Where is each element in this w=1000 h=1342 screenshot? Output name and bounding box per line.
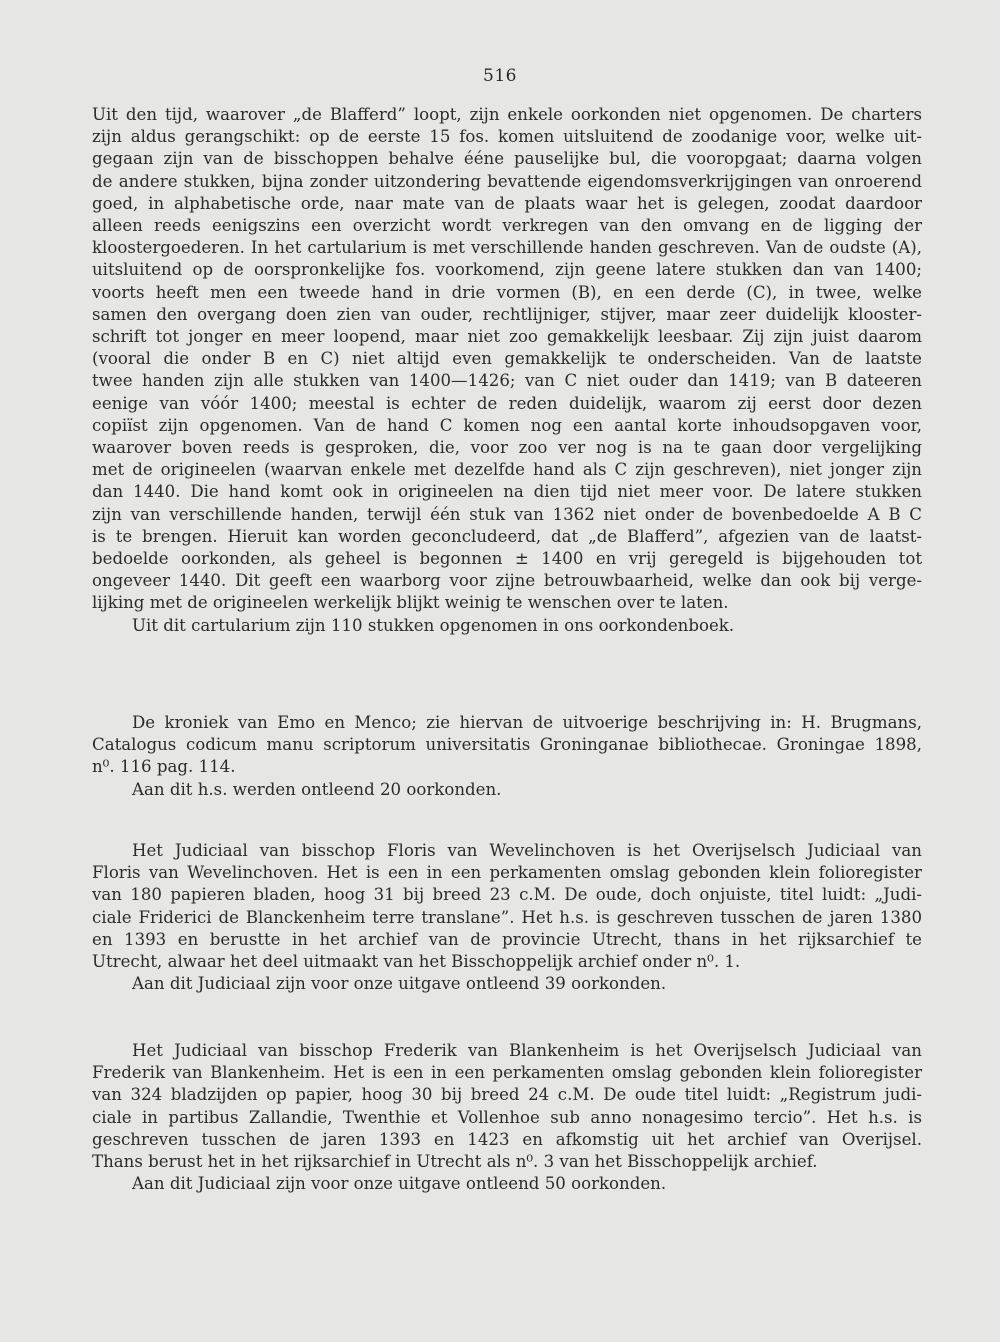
text-line: bedoelde oorkonden, als geheel is begonnen ± 1400 en vrij geregeld is bijgehouden tot <box>92 549 922 569</box>
text-line: uitsluitend op de oorspronkelijke fos. voorkomend, zijn geene latere stukken dan van 1400; <box>92 260 922 280</box>
paragraph-judiciaal-floris <box>92 840 922 995</box>
text-line: zijn van verschillende handen, terwijl één stuk van 1362 niet onder de bovenbedoelde A B C <box>92 504 922 524</box>
text-line: lijking met de origineelen werkelijk blijkt weinig te wenschen over te laten. <box>92 593 729 613</box>
paragraph-kroniek <box>92 712 922 801</box>
text-line: geschreven tusschen de jaren 1393 en 1423 en afkomstig uit het archief van Overijsel. <box>92 1129 922 1149</box>
text-line: samen den overgang doen zien van ouder, rechtlijniger, stijver, maar zeer duidelijk klooster- <box>92 304 922 324</box>
text-line: goed, in alphabetische orde, naar mate van de plaats waar het is gelegen, zoodat daardoor <box>92 193 922 213</box>
paragraph-judiciaal-frederik <box>92 1040 922 1195</box>
text-line: eenige van vóór 1400; meestal is echter de reden duidelijk, waarom zij eerst door dezen <box>92 393 922 413</box>
text-line: en 1393 en berustte in het archief van de provincie Utrecht, thans in het rijksarchief te <box>92 929 922 949</box>
text-line: n⁰. 116 pag. 114. <box>92 757 236 777</box>
text-line: is te brengen. Hieruit kan worden geconcludeerd, dat „de Blafferd”, afgezien van de laatst- <box>92 526 922 546</box>
text-line: Utrecht, alwaar het deel uitmaakt van het Bisschoppelijk archief onder n⁰. 1. <box>92 952 741 972</box>
text-line: kloostergoederen. In het cartularium is met verschillende handen geschreven. Van de oudste (A), <box>92 238 922 258</box>
text-line: Aan dit Judiciaal zijn voor onze uitgave ontleend 50 oorkonden. <box>132 1174 667 1194</box>
text-line: ciale in partibus Zallandie, Twenthie et Vollenhoe sub anno nonagesimo tercio”. Het h.s. is <box>92 1107 922 1127</box>
text-line: schrift tot jonger en meer loopend, maar niet zoo gemakkelijk leesbaar. Zij zijn juist daarom <box>92 327 922 347</box>
text-line: copiïst zijn opgenomen. Van de hand C komen nog een aantal korte inhoudsopgaven voor, <box>92 415 922 435</box>
text-line: ciale Friderici de Blanckenheim terre translane”. Het h.s. is geschreven tusschen de jaren 1380 <box>92 907 922 927</box>
text-line: ongeveer 1440. Dit geeft een waarborg voor zijne betrouwbaarheid, welke dan ook bij verge- <box>92 571 922 591</box>
text-line: de andere stukken, bijna zonder uitzondering bevattende eigendomsverkrijgingen van onroerend <box>92 171 922 191</box>
text-line: dan 1440. Die hand komt ook in origineelen na dien tijd niet meer voor. De latere stukken <box>92 482 922 502</box>
paragraph-blafferd <box>92 104 922 637</box>
text-line: alleen reeds eenigszins een overzicht wordt verkregen van den omvang en de ligging der <box>92 216 922 236</box>
text-line: voorts heeft men een tweede hand in drie vormen (B), en een derde (C), in twee, welke <box>92 282 922 302</box>
text-line: van 324 bladzijden op papier, hoog 30 bij breed 24 c.M. De oude titel luidt: „Registrum judi- <box>92 1085 922 1105</box>
text-line: Uit dit cartularium zijn 110 stukken opgenomen in ons oorkondenboek. <box>132 615 735 635</box>
text-line: Frederik van Blankenheim. Het is een in een perkamenten omslag gebonden klein folioregister <box>92 1063 922 1083</box>
text-line: gegaan zijn van de bisschoppen behalve ééne pauselijke bul, die vooropgaat; daarna volgen <box>92 149 922 169</box>
text-line: Aan dit Judiciaal zijn voor onze uitgave ontleend 39 oorkonden. <box>132 974 667 994</box>
text-line: Thans berust het in het rijksarchief in Utrecht als n⁰. 3 van het Bisschoppelijk archief. <box>92 1152 818 1172</box>
text-line: Floris van Wevelinchoven. Het is een in een perkamenten omslag gebonden klein folioregister <box>92 863 922 883</box>
text-line: Uit den tijd, waarover „de Blafferd” loopt, zijn enkele oorkonden niet opgenomen. De charters <box>92 105 922 124</box>
text-line: Aan dit h.s. werden ontleend 20 oorkonden. <box>132 779 502 799</box>
text-line: (vooral die onder B en C) niet altijd even gemakkelijk te onderscheiden. Van de laatste <box>92 349 922 369</box>
text-line: Het Judiciaal van bisschop Frederik van Blankenheim is het Overijselsch Judiciaal van <box>132 1041 922 1060</box>
text-line: zijn aldus gerangschikt: op de eerste 15 fos. komen uitsluitend de zoodanige voor, welke uit- <box>92 127 922 147</box>
text-line: van 180 papieren bladen, hoog 31 bij breed 23 c.M. De oude, doch onjuiste, titel luidt: „Judi- <box>92 885 922 905</box>
text-line: Catalogus codicum manu scriptorum universitatis Groninganae bibliothecae. Groningae 1898, <box>92 735 922 755</box>
text-line: met de origineelen (waarvan enkele met dezelfde hand als C zijn geschreven), niet jonger zijn <box>92 460 922 480</box>
text-line: twee handen zijn alle stukken van 1400—1426; van C niet ouder dan 1419; van B dateeren <box>92 371 922 391</box>
text-line: Het Judiciaal van bisschop Floris van Wevelinchoven is het Overijselsch Judiciaal van <box>132 841 922 860</box>
text-line: De kroniek van Emo en Menco; zie hiervan de uitvoerige beschrijving in: H. Brugmans, <box>132 713 922 732</box>
page-number: 516 <box>483 66 517 86</box>
text-line: waarover boven reeds is gesproken, die, voor zoo ver nog is na te gaan door vergelijking <box>92 438 922 458</box>
